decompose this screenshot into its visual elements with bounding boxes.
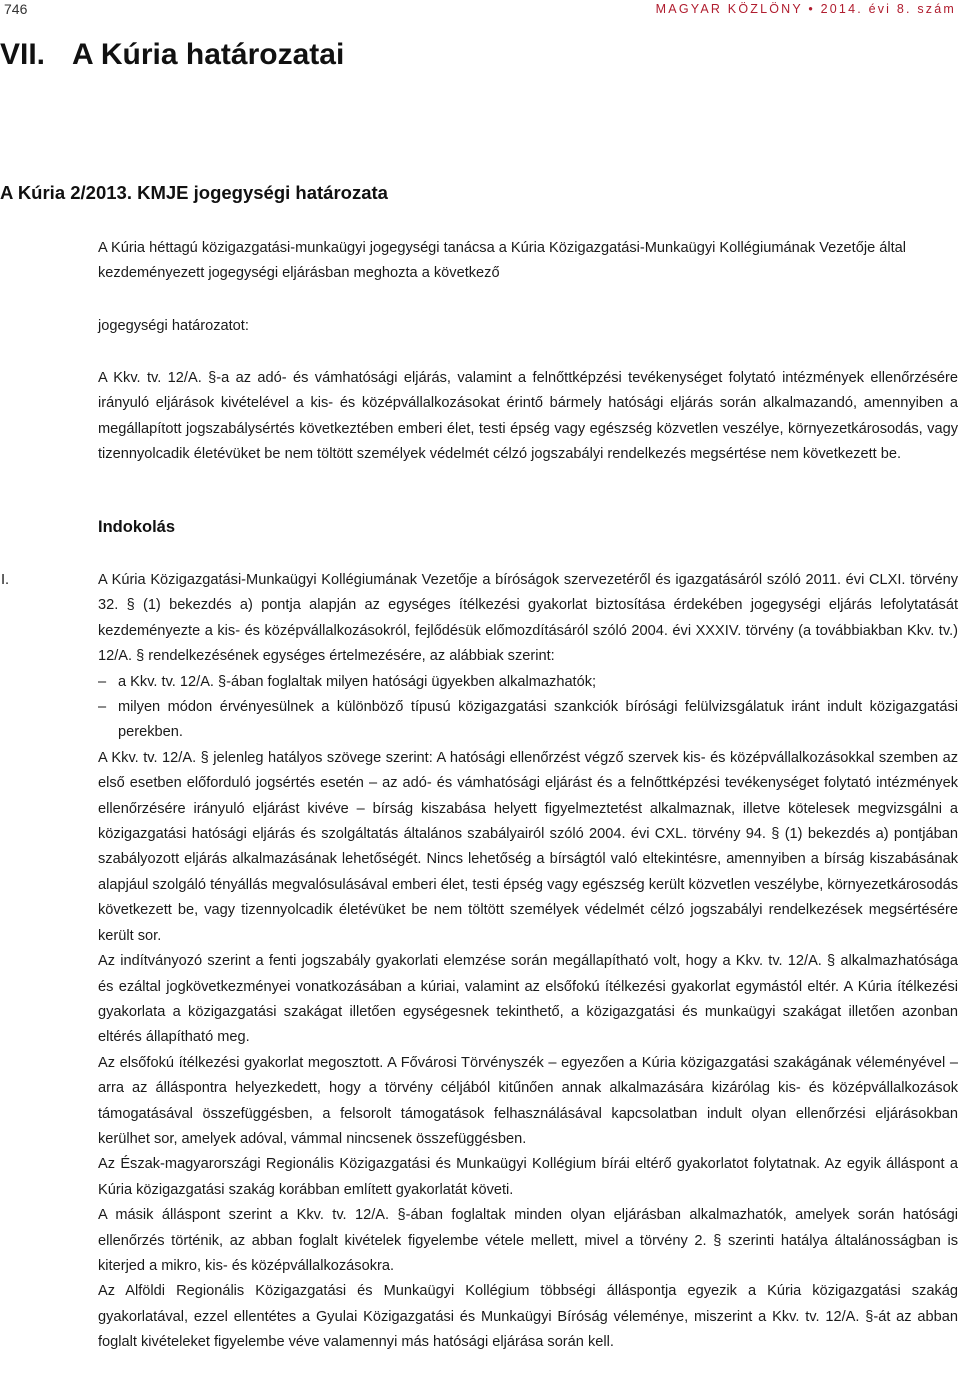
chapter-title-text: A Kúria határozatai [72, 38, 345, 71]
reasoning-body [98, 568, 958, 1356]
chapter-title [0, 38, 344, 72]
section-number: I. [1, 572, 10, 588]
body-paragraph: Az Alföldi Regionális Közigazgatási és Munkaügyi Kollégium többségi álláspontja egyezik a Kúria közigazgatási szakág gyakorlatával, ezzel ellentétes a Gyulai Közigazgatási és Munkaügyi Bíróság véleménye, miszerint a Kkv. tv. 12/A. §-át az abban foglalt kivételeket figyelembe véve valamennyi más hatósági eljárása során kell. [98, 1283, 958, 1351]
body-paragraph: Az indítványozó szerint a fenti jogszabály gyakorlati elemzése során megállapítható volt, hogy a Kkv. tv. 12/A. § alkalmazhatósága és ezáltal jogkövetkezményei vonatkozásában a kúriai, valamint az elsőfokú ítélkezési gyakorlat egymástól eltér. A Kúria ítélkezési gyakorlata a közigazgatási szakágat illetően egységesnek tekinthető, a közigazgatási és munkaügyi szakágat illetően azonban eltérés állapítható meg. [98, 953, 958, 1046]
body-paragraph: Az Észak-magyarországi Regionális Közigazgatási és Munkaügyi Kollégium bírái eltérő gyakorlatot folytatnak. Az egyik álláspont a Kúria közigazgatási szakág korábban említett gyakorlatát követi. [98, 1156, 958, 1198]
decision-title: A Kúria 2/2013. KMJE jogegységi határozata [0, 182, 388, 203]
holding-paragraph: A Kkv. tv. 12/A. §-a az adó- és vámhatósági eljárás, valamint a felnőttképzési tevékenységet folytató intézmények ellenőrzésére irányuló eljárások kivételével a kis- és középvállalkozásokat érintő bármely hatósági eljárás során alkalmazandó, amennyiben a megállapított jogszabálysértés következtében emberi élet, testi épség vagy egészség közvetlen veszélye, környezetkárosodás, vagy tizennyolcadik életévüket be nem töltött személyek védelmét célzó jogszabályi rendelkezés megsértése nem következett be. [98, 370, 958, 463]
body-paragraph: A másik álláspont szerint a Kkv. tv. 12/A. §-ában foglaltak minden olyan eljárásban alkalmazhatók, amelyek során hatósági ellenőrzés történik, az abban foglalt kivételek figyelembe vétele mellett, mivel a törvény 2. § szerinti hatálya általánosságban is kiterjed a mikro, kis- és középvállalkozásokra. [98, 1207, 958, 1274]
dash-item-text: a Kkv. tv. 12/A. §-ában foglaltak milyen hatósági ügyekben alkalmazhatók; [118, 673, 597, 690]
body-paragraph: A Kkv. tv. 12/A. § jelenleg hatályos szövege szerint: A hatósági ellenőrzést végző szervek kis- és középvállalkozásokkal szemben az első esetben előforduló jogsértés esetén – az adó- és vámhatósági eljárást és a felnőttképzési tevékenységet folytató intézmények ellenőrzésére irányuló eljárást kivéve – bírság kiszabása helyett figyelmeztetést alkalmaznak, illetve kötelesek megvizsgálni a közigazgatási hatósági eljárás és szolgáltatás általános szabályairól szóló 2004. évi CXL. törvény 94. § (1) bekezdés a) pontjában szabályozott eljárás alkalmazásának lehetőségét. Nincs lehetőség a bírságtól való eltekintésre, amennyiben a bírság kiszabásának alapjául szolgáló tényállás megvalósulásával emberi élet, testi épség vagy egészség került közvetlen veszélybe, környezetkárosodás következett be, vagy tizennyolcadik életévüket be nem töltött személyek védelmét célzó jogszabályi rendelkezések megsértésére került sor. [98, 749, 958, 944]
dash-item-text: milyen módon érvényesülnek a különböző típusú közigazgatási szankciók bírósági felülvizsgálatuk iránt indult közigazgatási perekben. [118, 699, 958, 741]
page-number: 746 [4, 1, 28, 17]
running-head: MAGYAR KÖZLÖNY • 2014. évi 8. szám [655, 2, 956, 16]
dash-item: – milyen módon érvényesülnek a különböző típusú közigazgatási szankciók bírósági felülvizsgálatuk iránt indult közigazgatási perekben. [98, 695, 958, 746]
page-header [0, 0, 960, 22]
body-paragraph: Az elsőfokú ítélkezési gyakorlat megosztott. A Fővárosi Törvényszék – egyezően a Kúria közigazgatási szakágának véleményével – arra az álláspontra helyezkedett, hogy a törvény céljából kitűnően annak alkalmazására kizárólag kis- és középvállalkozások támogatásával összefüggésben, a felsorolt támogatások felhasználásával kapcsolatban indult olyan ellenőrzési eljárásokban kerülhet sor, amelyek adóval, vámmal nincsenek összefüggésben. [98, 1054, 958, 1147]
intro-paragraph: A Kúria héttagú közigazgatási-munkaügyi jogegységi tanácsa a Kúria Közigazgatási-Munkaügyi Kollégiumának Vezetője által kezdeményezett jogegységi eljárásban meghozta a következő [98, 240, 907, 282]
reasoning-heading: Indokolás [98, 518, 176, 536]
chapter-number: VII. [0, 38, 46, 71]
intro-continuation: jogegységi határozatot: [98, 318, 249, 334]
dash-item: – a Kkv. tv. 12/A. §-ában foglaltak milyen hatósági ügyekben alkalmazhatók; [98, 670, 958, 695]
lead-paragraph: A Kúria Közigazgatási-Munkaügyi Kollégiumának Vezetője a bíróságok szervezetéről és igazgatásáról szóló 2011. évi CLXI. törvény 32. § (1) bekezdés a) pontja alapján az egységes ítélkezési gyakorlat biztosítása érdekében jogegységi eljárás lefolytatását kezdeményezte a kis- és középvállalkozásokról, fejlődésük előmozdításáról szóló 2004. évi XXXIV. törvény (a továbbiakban Kkv. tv.) 12/A. § rendelkezésének egységes értelmezésére, az alábbiak szerint: [98, 572, 958, 665]
